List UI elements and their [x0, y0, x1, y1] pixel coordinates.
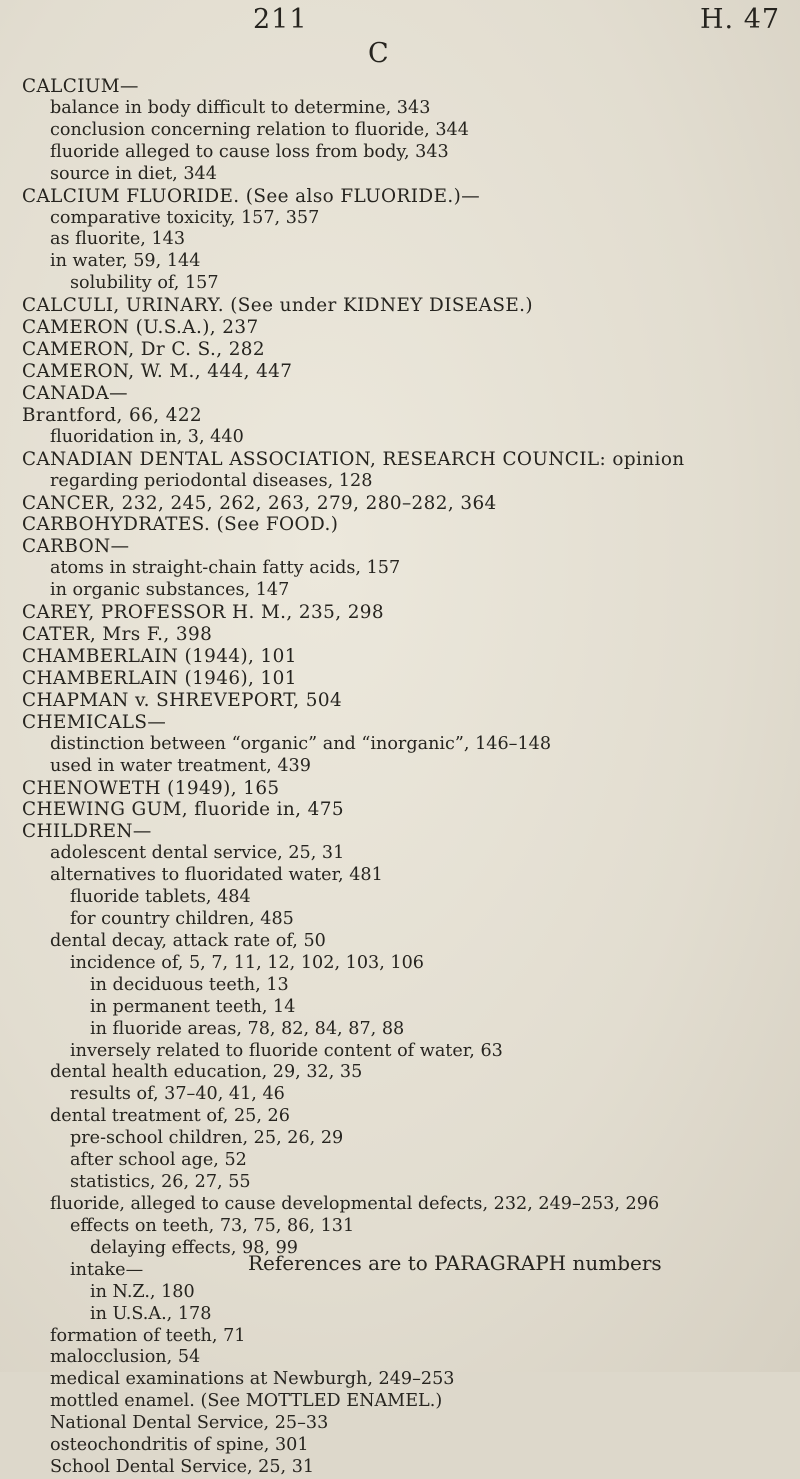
index-sub-entry: comparative toxicity, 157, 357	[50, 207, 320, 228]
index-sub-entry: dental decay, attack rate of, 50	[50, 930, 326, 951]
index-sub-entry: in organic substances, 147	[50, 580, 290, 601]
index-sub-entry: inversely related to fluoride content of water, 63	[70, 1040, 503, 1061]
index-sub-entry: adolescent dental service, 25, 31	[50, 843, 345, 864]
index-heading-entry: CAMERON (U.S.A.), 237	[22, 317, 259, 339]
index-sub-entry: results of, 37–40, 41, 46	[70, 1084, 285, 1105]
index-heading-entry: CARBON—	[22, 536, 130, 558]
index-sub-entry: source in diet, 344	[50, 163, 217, 184]
index-sub-entry: National Dental Service, 25–33	[50, 1413, 329, 1434]
index-sub-entry: in N.Z., 180	[90, 1281, 195, 1302]
index-letter-heading: C	[368, 38, 389, 69]
index-heading-entry: CATER, Mrs F., 398	[22, 624, 213, 646]
index-sub-entry: medical examinations at Newburgh, 249–253	[50, 1369, 455, 1390]
index-sub-entry: distinction between “organic” and “inorganic”, 146–148	[50, 733, 552, 754]
index-sub-entry: fluoride, alleged to cause developmental defects, 232, 249–253, 296	[50, 1194, 660, 1215]
index-heading-entry: CARBOHYDRATES. (See FOOD.)	[22, 514, 339, 536]
index-heading-entry: CAMERON, W. M., 444, 447	[22, 360, 293, 382]
page-number: 211	[253, 4, 308, 35]
index-sub-entry: balance in body difficult to determine, 343	[50, 97, 431, 118]
index-heading-entry: CALCULI, URINARY. (See under KIDNEY DISEASE.)	[22, 295, 534, 317]
index-sub-entry: in fluoride areas, 78, 82, 84, 87, 88	[90, 1018, 405, 1039]
index-sub-entry: regarding periodontal diseases, 128	[50, 470, 373, 491]
index-sub-entry: in deciduous teeth, 13	[90, 974, 289, 995]
index-sub-entry: malocclusion, 54	[50, 1347, 201, 1368]
index-heading-entry: Brantford, 66, 422	[22, 404, 203, 426]
index-heading-entry: CHENOWETH (1949), 165	[22, 777, 280, 799]
index-sub-entry: alternatives to fluoridated water, 481	[50, 865, 383, 886]
index-sub-entry: incidence of, 5, 7, 11, 12, 102, 103, 106	[70, 952, 424, 973]
index-heading-entry: CHEWING GUM, fluoride in, 475	[22, 799, 344, 821]
index-heading-entry: CANADIAN DENTAL ASSOCIATION, RESEARCH COUNCIL: opinion	[22, 448, 685, 470]
section-code: H. 47	[700, 4, 781, 35]
index-sub-entry: effects on teeth, 73, 75, 86, 131	[70, 1215, 355, 1236]
index-sub-entry: dental treatment of, 25, 26	[50, 1106, 290, 1127]
index-heading-entry: CHAMBERLAIN (1946), 101	[22, 667, 297, 689]
index-heading-entry: CHEMICALS—	[22, 711, 167, 733]
index-sub-entry: atoms in straight-chain fatty acids, 157	[50, 558, 401, 579]
index-sub-entry: fluoride tablets, 484	[70, 887, 251, 908]
index-sub-entry: statistics, 26, 27, 55	[70, 1172, 251, 1193]
index-sub-entry: as fluorite, 143	[50, 229, 186, 250]
index-sub-entry: mottled enamel. (See MOTTLED ENAMEL.)	[50, 1391, 443, 1412]
index-heading-entry: CHILDREN—	[22, 821, 152, 843]
index-sub-entry: pre-school children, 25, 26, 29	[70, 1128, 344, 1149]
index-heading-entry: CHAPMAN v. SHREVEPORT, 504	[22, 689, 343, 711]
footer-note: References are to PARAGRAPH numbers	[248, 1251, 662, 1275]
index-sub-entry: after school age, 52	[70, 1150, 247, 1171]
index-sub-entry: solubility of, 157	[70, 273, 219, 294]
index-sub-entry: in U.S.A., 178	[90, 1303, 212, 1324]
index-sub-entry: osteochondritis of spine, 301	[50, 1435, 309, 1456]
index-heading-entry: CALCIUM—	[22, 76, 139, 97]
index-sub-entry: School Dental Service, 25, 31	[50, 1457, 315, 1478]
index-heading-entry: CAMERON, Dr C. S., 282	[22, 339, 266, 361]
index-heading-entry: CAREY, PROFESSOR H. M., 235, 298	[22, 602, 385, 624]
index-heading-entry: CANADA—	[22, 382, 128, 404]
index-heading-entry: CALCIUM FLUORIDE. (See also FLUORIDE.)—	[22, 185, 481, 207]
index-sub-entry: formation of teeth, 71	[50, 1325, 246, 1346]
index-heading-entry: CHAMBERLAIN (1944), 101	[22, 645, 297, 667]
index-sub-entry: in permanent teeth, 14	[90, 996, 296, 1017]
index-sub-entry: used in water treatment, 439	[50, 755, 311, 776]
index-sub-entry: in water, 59, 144	[50, 251, 201, 272]
index-sub-entry: delaying effects, 98, 99	[90, 1237, 298, 1258]
index-heading-entry: CANCER, 232, 245, 262, 263, 279, 280–282, 364	[22, 492, 497, 514]
index-sub-entry: fluoridation in, 3, 440	[50, 426, 244, 447]
index-sub-entry: conclusion concerning relation to fluoride, 344	[50, 119, 469, 140]
index-sub-entry: for country children, 485	[70, 909, 294, 930]
index-sub-entry: fluoride alleged to cause loss from body, 343	[50, 141, 449, 162]
index-sub-entry: intake—	[70, 1259, 144, 1280]
index-sub-entry: dental health education, 29, 32, 35	[50, 1062, 363, 1083]
